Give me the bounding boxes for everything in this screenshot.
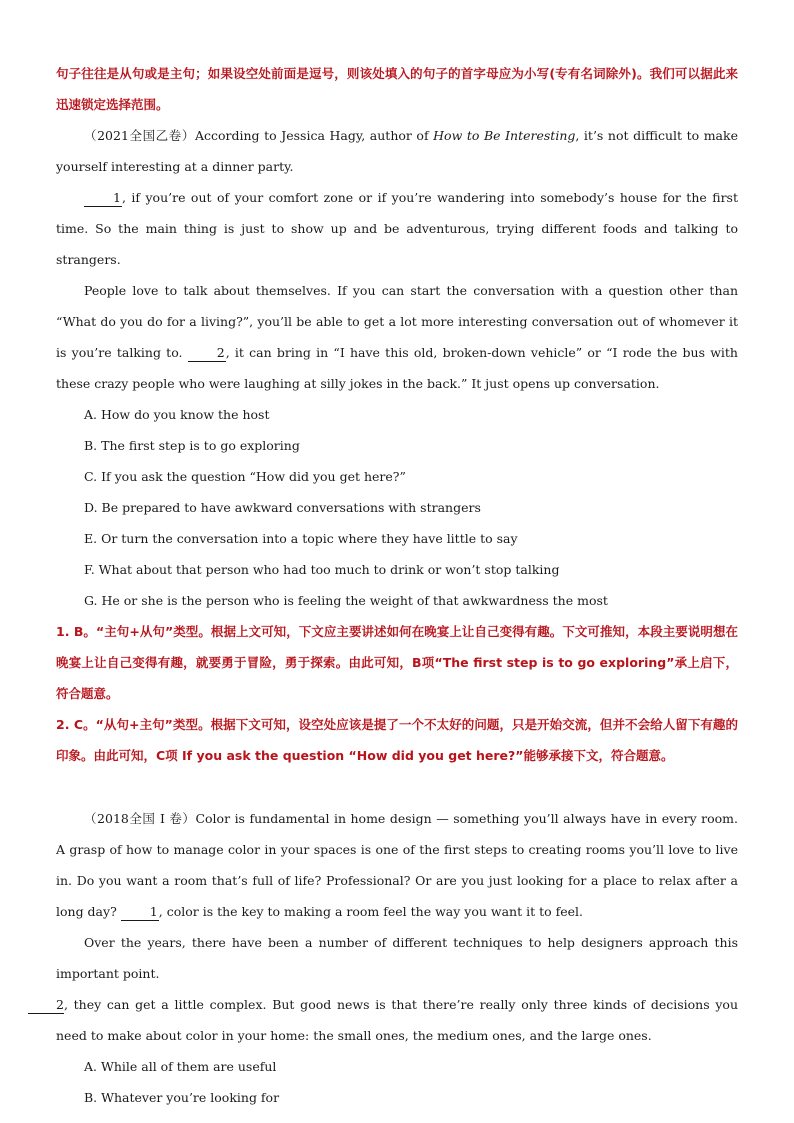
blank-1[interactable]: 1 xyxy=(121,904,159,921)
passage2-source: （2018全国 I 卷） xyxy=(84,811,196,826)
passage-2021 xyxy=(56,120,738,771)
passage2-p2-text-b: , they can get a little complex. But good news is that there’re really only three kinds of decisions you need to make about color in your home: the small ones, the medium ones, and the large ones. xyxy=(56,997,738,1043)
passage1-p2-text: , if you’re out of your comfort zone or if you’re wandering into somebody’s house for the first time. So the main thing is just to show up and be adventurous, trying different foods and talking to strangers. xyxy=(56,190,738,267)
passage1-options xyxy=(56,399,738,616)
option-b[interactable]: B. Whatever you’re looking for xyxy=(84,1090,280,1105)
answer-explanation-1: 1. B。“主句+从句”类型。根据上文可知，下文应主要讲述如何在晚宴上让自己变得有趣。下文可推知，本段主要说明想在晚宴上让自己变得有趣，就要勇于冒险，勇于探索。由此可知，B项“The first step is to go exploring”承上启下，符合题意。 xyxy=(56,624,738,701)
blank-1[interactable]: 1 xyxy=(84,190,122,207)
blank-2[interactable]: 2 xyxy=(28,997,64,1014)
option-c[interactable]: C. If you ask the question “How did you get here?” xyxy=(84,469,406,484)
passage1-p1-text-a: According to Jessica Hagy, author of xyxy=(194,128,434,143)
option-b[interactable]: B. The first step is to go exploring xyxy=(84,438,300,453)
passage2-p1-text-b: , color is the key to making a room feel the way you want it to feel. xyxy=(158,904,583,919)
book-title: How to Be Interesting xyxy=(433,128,576,143)
option-a[interactable]: A. How do you know the host xyxy=(84,407,270,422)
option-g[interactable]: G. He or she is the person who is feeling the weight of that awkwardness the most xyxy=(84,593,608,608)
passage2-p1-text-a: Color is fundamental in home design — something you’ll always have in every room. A grasp of how to manage color in your spaces is one of the first steps to creating rooms you’ll love to live in. Do you want a room that’s full of life? Professional? Or are you just looking for a place to relax after a long day? xyxy=(56,811,739,919)
option-d[interactable]: D. Be prepared to have awkward conversations with strangers xyxy=(84,500,481,515)
answer-explanation-2: 2. C。“从句+主句”类型。根据下文可知，设空处应该是提了一个不太好的问题，只是开始交流，但并不会给人留下有趣的印象。由此可知，C项 If you ask the question “How did you get here?”能够承接下文，符合题意。 xyxy=(56,717,738,763)
option-f[interactable]: F. What about that person who had too much to drink or won’t stop talking xyxy=(84,562,560,577)
passage1-paragraph1 xyxy=(56,120,738,182)
intro-note: 句子往往是从句或是主句；如果设空处前面是逗号，则该处填入的句子的首字母应为小写(专有名词除外)。我们可以据此来迅速锁定选择范围。 xyxy=(56,66,738,112)
passage2-p2-text-a: Over the years, there have been a number of different techniques to help designers approach this important point. xyxy=(56,935,738,981)
passage1-paragraph2 xyxy=(56,182,738,275)
option-e[interactable]: E. Or turn the conversation into a topic where they have little to say xyxy=(84,531,518,546)
passage1-p1-text-b: , it’s not difficult to make yourself interesting at a dinner party. xyxy=(56,128,738,174)
passage2-options xyxy=(56,1051,738,1113)
passage1-paragraph3 xyxy=(56,275,738,399)
document-page xyxy=(56,58,738,1113)
passage1-p3-text-b: , it can bring in “I have this old, broken-down vehicle” or “I rode the bus with these crazy people who were laughing at silly jokes in the back.” It just opens up conversation. xyxy=(56,345,738,391)
passage1-p3-text-a: People love to talk about themselves. If you can start the conversation with a question other than “What do you do for a living?”, you’ll be able to get a lot more interesting conversation out of whomever it is you’re talking to. xyxy=(56,283,738,360)
passage1-source: （2021全国乙卷） xyxy=(84,128,195,143)
section-spacer xyxy=(56,771,738,803)
option-a[interactable]: A. While all of them are useful xyxy=(84,1059,277,1074)
passage2-paragraph1 xyxy=(56,803,738,927)
blank-2[interactable]: 2 xyxy=(188,345,226,362)
passage-2018 xyxy=(56,803,738,1113)
passage2-paragraph2 xyxy=(56,927,738,1051)
